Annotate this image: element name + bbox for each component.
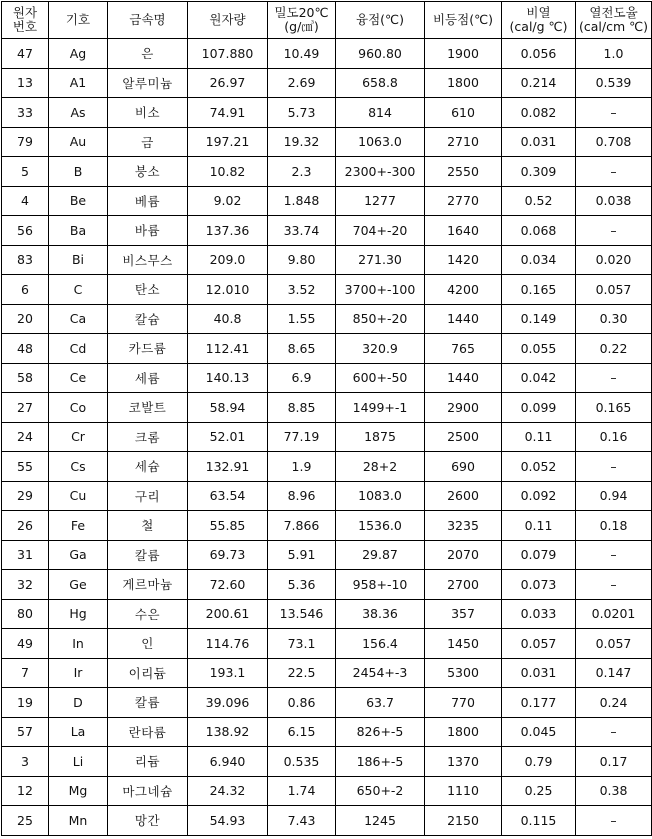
cell-metal-name: 금 (108, 127, 188, 157)
cell-melting-point: 38.36 (336, 599, 425, 629)
cell-melting-point: 650+-2 (336, 776, 425, 806)
cell-atomic-weight: 24.32 (188, 776, 268, 806)
cell-boiling-point: 770 (425, 688, 502, 718)
table-row (2, 98, 652, 128)
cell-melting-point: 1277 (336, 186, 425, 216)
cell-atomic-number: 33 (2, 98, 49, 128)
cell-symbol: As (49, 98, 108, 128)
cell-symbol: C (49, 275, 108, 305)
cell-atomic-number: 20 (2, 304, 49, 334)
cell-density: 5.91 (268, 540, 336, 570)
cell-atomic-number: 83 (2, 245, 49, 275)
cell-specific-heat: 0.214 (502, 68, 576, 98)
cell-metal-name: 카드륨 (108, 334, 188, 364)
cell-atomic-number: 26 (2, 511, 49, 541)
cell-metal-name: 코발트 (108, 393, 188, 423)
cell-thermal-conductivity: 0.24 (576, 688, 652, 718)
cell-thermal-conductivity: – (576, 157, 652, 187)
cell-specific-heat: 0.073 (502, 570, 576, 600)
cell-atomic-weight: 40.8 (188, 304, 268, 334)
cell-symbol: Li (49, 747, 108, 777)
cell-thermal-conductivity: – (576, 806, 652, 836)
cell-symbol: Ba (49, 216, 108, 246)
cell-melting-point: 1536.0 (336, 511, 425, 541)
cell-density: 1.9 (268, 452, 336, 482)
cell-atomic-weight: 54.93 (188, 806, 268, 836)
cell-atomic-number: 19 (2, 688, 49, 718)
cell-specific-heat: 0.082 (502, 98, 576, 128)
cell-melting-point: 704+-20 (336, 216, 425, 246)
cell-density: 8.96 (268, 481, 336, 511)
cell-atomic-weight: 74.91 (188, 98, 268, 128)
cell-atomic-weight: 9.02 (188, 186, 268, 216)
cell-thermal-conductivity: 0.0201 (576, 599, 652, 629)
cell-thermal-conductivity: 1.0 (576, 39, 652, 69)
header-density: 밀도20℃ (g/㎤) (268, 2, 336, 39)
table-row (2, 806, 652, 836)
cell-atomic-weight: 39.096 (188, 688, 268, 718)
table-row (2, 540, 652, 570)
cell-boiling-point: 1900 (425, 39, 502, 69)
cell-density: 77.19 (268, 422, 336, 452)
cell-thermal-conductivity: 0.020 (576, 245, 652, 275)
cell-metal-name: 붕소 (108, 157, 188, 187)
cell-boiling-point: 2770 (425, 186, 502, 216)
cell-specific-heat: 0.165 (502, 275, 576, 305)
cell-atomic-weight: 69.73 (188, 540, 268, 570)
cell-thermal-conductivity: 0.30 (576, 304, 652, 334)
cell-density: 9.80 (268, 245, 336, 275)
cell-thermal-conductivity: 0.057 (576, 629, 652, 659)
cell-density: 73.1 (268, 629, 336, 659)
cell-thermal-conductivity: 0.038 (576, 186, 652, 216)
table-row (2, 658, 652, 688)
cell-atomic-number: 56 (2, 216, 49, 246)
cell-symbol: Co (49, 393, 108, 423)
table-row (2, 747, 652, 777)
cell-specific-heat: 0.045 (502, 717, 576, 747)
cell-boiling-point: 2550 (425, 157, 502, 187)
cell-boiling-point: 690 (425, 452, 502, 482)
cell-melting-point: 156.4 (336, 629, 425, 659)
cell-melting-point: 826+-5 (336, 717, 425, 747)
cell-atomic-weight: 140.13 (188, 363, 268, 393)
table-row (2, 717, 652, 747)
cell-metal-name: 칼륨 (108, 688, 188, 718)
cell-atomic-number: 79 (2, 127, 49, 157)
cell-specific-heat: 0.309 (502, 157, 576, 187)
cell-atomic-weight: 137.36 (188, 216, 268, 246)
table-row (2, 629, 652, 659)
cell-symbol: Ir (49, 658, 108, 688)
table-row (2, 127, 652, 157)
cell-thermal-conductivity: 0.17 (576, 747, 652, 777)
cell-symbol: Ce (49, 363, 108, 393)
cell-metal-name: 구리 (108, 481, 188, 511)
cell-symbol: A1 (49, 68, 108, 98)
cell-melting-point: 600+-50 (336, 363, 425, 393)
cell-boiling-point: 2500 (425, 422, 502, 452)
cell-specific-heat: 0.099 (502, 393, 576, 423)
cell-symbol: Au (49, 127, 108, 157)
cell-boiling-point: 2600 (425, 481, 502, 511)
cell-boiling-point: 2900 (425, 393, 502, 423)
cell-atomic-number: 32 (2, 570, 49, 600)
table-row (2, 157, 652, 187)
header-atomic-number: 원자 번호 (2, 2, 49, 39)
cell-thermal-conductivity: – (576, 363, 652, 393)
cell-boiling-point: 1420 (425, 245, 502, 275)
cell-atomic-weight: 107.880 (188, 39, 268, 69)
table-row (2, 68, 652, 98)
cell-boiling-point: 2710 (425, 127, 502, 157)
cell-atomic-number: 57 (2, 717, 49, 747)
cell-specific-heat: 0.52 (502, 186, 576, 216)
cell-thermal-conductivity: – (576, 717, 652, 747)
cell-density: 8.85 (268, 393, 336, 423)
cell-specific-heat: 0.25 (502, 776, 576, 806)
cell-boiling-point: 610 (425, 98, 502, 128)
cell-boiling-point: 2070 (425, 540, 502, 570)
cell-symbol: D (49, 688, 108, 718)
cell-density: 1.848 (268, 186, 336, 216)
cell-boiling-point: 1450 (425, 629, 502, 659)
cell-atomic-weight: 132.91 (188, 452, 268, 482)
table-row (2, 275, 652, 305)
cell-symbol: La (49, 717, 108, 747)
header-specific-heat: 비열 (cal/g ℃) (502, 2, 576, 39)
cell-density: 0.86 (268, 688, 336, 718)
cell-atomic-weight: 138.92 (188, 717, 268, 747)
table-row (2, 422, 652, 452)
table-row (2, 570, 652, 600)
cell-symbol: Mg (49, 776, 108, 806)
cell-thermal-conductivity: 0.708 (576, 127, 652, 157)
cell-symbol: Ag (49, 39, 108, 69)
table-row (2, 334, 652, 364)
cell-specific-heat: 0.068 (502, 216, 576, 246)
table-body (2, 39, 652, 836)
cell-specific-heat: 0.115 (502, 806, 576, 836)
cell-atomic-number: 24 (2, 422, 49, 452)
table-row (2, 481, 652, 511)
cell-melting-point: 1875 (336, 422, 425, 452)
cell-atomic-weight: 26.97 (188, 68, 268, 98)
cell-boiling-point: 2150 (425, 806, 502, 836)
cell-atomic-number: 80 (2, 599, 49, 629)
cell-boiling-point: 1800 (425, 717, 502, 747)
header-melting-point: 융점(℃) (336, 2, 425, 39)
cell-boiling-point: 4200 (425, 275, 502, 305)
cell-symbol: Ge (49, 570, 108, 600)
cell-density: 33.74 (268, 216, 336, 246)
cell-melting-point: 28+2 (336, 452, 425, 482)
cell-specific-heat: 0.033 (502, 599, 576, 629)
cell-metal-name: 세륨 (108, 363, 188, 393)
cell-atomic-weight: 114.76 (188, 629, 268, 659)
cell-atomic-weight: 112.41 (188, 334, 268, 364)
cell-atomic-number: 12 (2, 776, 49, 806)
cell-melting-point: 850+-20 (336, 304, 425, 334)
cell-melting-point: 271.30 (336, 245, 425, 275)
table-row (2, 216, 652, 246)
cell-symbol: Bi (49, 245, 108, 275)
table-row (2, 511, 652, 541)
cell-specific-heat: 0.11 (502, 511, 576, 541)
cell-symbol: Cs (49, 452, 108, 482)
cell-density: 22.5 (268, 658, 336, 688)
cell-boiling-point: 3235 (425, 511, 502, 541)
table-row (2, 363, 652, 393)
table-row (2, 452, 652, 482)
cell-specific-heat: 0.149 (502, 304, 576, 334)
cell-symbol: Hg (49, 599, 108, 629)
cell-boiling-point: 1640 (425, 216, 502, 246)
cell-atomic-number: 55 (2, 452, 49, 482)
cell-metal-name: 알루미늄 (108, 68, 188, 98)
cell-symbol: Cd (49, 334, 108, 364)
cell-metal-name: 이리듐 (108, 658, 188, 688)
cell-melting-point: 2300+-300 (336, 157, 425, 187)
cell-atomic-number: 58 (2, 363, 49, 393)
cell-boiling-point: 1800 (425, 68, 502, 98)
cell-atomic-weight: 200.61 (188, 599, 268, 629)
cell-thermal-conductivity: 0.16 (576, 422, 652, 452)
cell-symbol: Be (49, 186, 108, 216)
cell-thermal-conductivity: 0.057 (576, 275, 652, 305)
cell-boiling-point: 765 (425, 334, 502, 364)
cell-atomic-number: 47 (2, 39, 49, 69)
cell-density: 1.74 (268, 776, 336, 806)
cell-thermal-conductivity: 0.165 (576, 393, 652, 423)
table-row (2, 245, 652, 275)
cell-atomic-weight: 209.0 (188, 245, 268, 275)
cell-metal-name: 인 (108, 629, 188, 659)
cell-metal-name: 베륨 (108, 186, 188, 216)
cell-metal-name: 비소 (108, 98, 188, 128)
cell-metal-name: 은 (108, 39, 188, 69)
cell-symbol: B (49, 157, 108, 187)
cell-melting-point: 186+-5 (336, 747, 425, 777)
cell-atomic-number: 25 (2, 806, 49, 836)
cell-melting-point: 658.8 (336, 68, 425, 98)
cell-melting-point: 960.80 (336, 39, 425, 69)
cell-melting-point: 63.7 (336, 688, 425, 718)
cell-specific-heat: 0.092 (502, 481, 576, 511)
cell-thermal-conductivity: 0.22 (576, 334, 652, 364)
cell-melting-point: 958+-10 (336, 570, 425, 600)
cell-metal-name: 칼륨 (108, 540, 188, 570)
cell-density: 19.32 (268, 127, 336, 157)
cell-atomic-weight: 72.60 (188, 570, 268, 600)
cell-density: 8.65 (268, 334, 336, 364)
cell-atomic-number: 31 (2, 540, 49, 570)
cell-symbol: Ca (49, 304, 108, 334)
cell-thermal-conductivity: 0.94 (576, 481, 652, 511)
cell-melting-point: 3700+-100 (336, 275, 425, 305)
cell-metal-name: 바륨 (108, 216, 188, 246)
cell-atomic-weight: 52.01 (188, 422, 268, 452)
header-metal-name: 금속명 (108, 2, 188, 39)
cell-density: 0.535 (268, 747, 336, 777)
cell-thermal-conductivity: – (576, 540, 652, 570)
cell-atomic-weight: 10.82 (188, 157, 268, 187)
cell-thermal-conductivity: 0.539 (576, 68, 652, 98)
cell-thermal-conductivity: – (576, 98, 652, 128)
cell-metal-name: 란타륨 (108, 717, 188, 747)
cell-metal-name: 마그네슘 (108, 776, 188, 806)
cell-atomic-number: 7 (2, 658, 49, 688)
header-thermal-conductivity: 열전도율 (cal/cm ℃) (576, 2, 652, 39)
cell-atomic-number: 27 (2, 393, 49, 423)
cell-atomic-number: 4 (2, 186, 49, 216)
cell-melting-point: 320.9 (336, 334, 425, 364)
cell-boiling-point: 357 (425, 599, 502, 629)
cell-density: 5.73 (268, 98, 336, 128)
cell-atomic-weight: 58.94 (188, 393, 268, 423)
table-row (2, 688, 652, 718)
cell-density: 1.55 (268, 304, 336, 334)
cell-atomic-number: 48 (2, 334, 49, 364)
cell-symbol: In (49, 629, 108, 659)
cell-atomic-number: 3 (2, 747, 49, 777)
cell-melting-point: 814 (336, 98, 425, 128)
cell-metal-name: 망간 (108, 806, 188, 836)
cell-metal-name: 게르마늄 (108, 570, 188, 600)
cell-melting-point: 2454+-3 (336, 658, 425, 688)
cell-atomic-number: 29 (2, 481, 49, 511)
cell-density: 3.52 (268, 275, 336, 305)
cell-melting-point: 1083.0 (336, 481, 425, 511)
cell-specific-heat: 0.031 (502, 658, 576, 688)
cell-symbol: Mn (49, 806, 108, 836)
cell-density: 10.49 (268, 39, 336, 69)
cell-melting-point: 1245 (336, 806, 425, 836)
header-boiling-point: 비등점(℃) (425, 2, 502, 39)
cell-density: 7.43 (268, 806, 336, 836)
cell-density: 2.69 (268, 68, 336, 98)
table-row (2, 304, 652, 334)
cell-specific-heat: 0.042 (502, 363, 576, 393)
cell-atomic-weight: 197.21 (188, 127, 268, 157)
cell-symbol: Ga (49, 540, 108, 570)
table-row (2, 393, 652, 423)
table-row (2, 599, 652, 629)
cell-density: 2.3 (268, 157, 336, 187)
cell-specific-heat: 0.79 (502, 747, 576, 777)
cell-metal-name: 비스무스 (108, 245, 188, 275)
cell-metal-name: 철 (108, 511, 188, 541)
cell-boiling-point: 1110 (425, 776, 502, 806)
metal-properties-table (1, 1, 652, 836)
cell-thermal-conductivity: 0.147 (576, 658, 652, 688)
cell-atomic-weight: 6.940 (188, 747, 268, 777)
cell-density: 6.9 (268, 363, 336, 393)
cell-specific-heat: 0.11 (502, 422, 576, 452)
cell-atomic-number: 5 (2, 157, 49, 187)
cell-boiling-point: 1440 (425, 363, 502, 393)
header-atomic-weight: 원자량 (188, 2, 268, 39)
cell-boiling-point: 1370 (425, 747, 502, 777)
cell-atomic-weight: 55.85 (188, 511, 268, 541)
cell-metal-name: 탄소 (108, 275, 188, 305)
cell-specific-heat: 0.057 (502, 629, 576, 659)
header-symbol: 기호 (49, 2, 108, 39)
cell-thermal-conductivity: – (576, 570, 652, 600)
cell-melting-point: 1063.0 (336, 127, 425, 157)
cell-specific-heat: 0.034 (502, 245, 576, 275)
cell-symbol: Cu (49, 481, 108, 511)
cell-metal-name: 리듐 (108, 747, 188, 777)
cell-metal-name: 세슘 (108, 452, 188, 482)
cell-specific-heat: 0.031 (502, 127, 576, 157)
cell-melting-point: 29.87 (336, 540, 425, 570)
cell-density: 6.15 (268, 717, 336, 747)
cell-specific-heat: 0.177 (502, 688, 576, 718)
cell-atomic-number: 6 (2, 275, 49, 305)
cell-specific-heat: 0.052 (502, 452, 576, 482)
cell-thermal-conductivity: 0.38 (576, 776, 652, 806)
cell-symbol: Fe (49, 511, 108, 541)
cell-melting-point: 1499+-1 (336, 393, 425, 423)
cell-atomic-weight: 193.1 (188, 658, 268, 688)
cell-specific-heat: 0.079 (502, 540, 576, 570)
cell-boiling-point: 2700 (425, 570, 502, 600)
cell-metal-name: 수은 (108, 599, 188, 629)
cell-density: 13.546 (268, 599, 336, 629)
cell-thermal-conductivity: – (576, 452, 652, 482)
cell-metal-name: 칼슘 (108, 304, 188, 334)
cell-density: 5.36 (268, 570, 336, 600)
cell-thermal-conductivity: 0.18 (576, 511, 652, 541)
cell-specific-heat: 0.056 (502, 39, 576, 69)
cell-metal-name: 크롬 (108, 422, 188, 452)
cell-boiling-point: 5300 (425, 658, 502, 688)
cell-thermal-conductivity: – (576, 216, 652, 246)
cell-atomic-number: 13 (2, 68, 49, 98)
table-row (2, 186, 652, 216)
cell-boiling-point: 1440 (425, 304, 502, 334)
cell-atomic-number: 49 (2, 629, 49, 659)
cell-symbol: Cr (49, 422, 108, 452)
header-row (2, 2, 652, 39)
cell-atomic-weight: 63.54 (188, 481, 268, 511)
table-row (2, 39, 652, 69)
cell-density: 7.866 (268, 511, 336, 541)
cell-atomic-weight: 12.010 (188, 275, 268, 305)
table-row (2, 776, 652, 806)
cell-specific-heat: 0.055 (502, 334, 576, 364)
